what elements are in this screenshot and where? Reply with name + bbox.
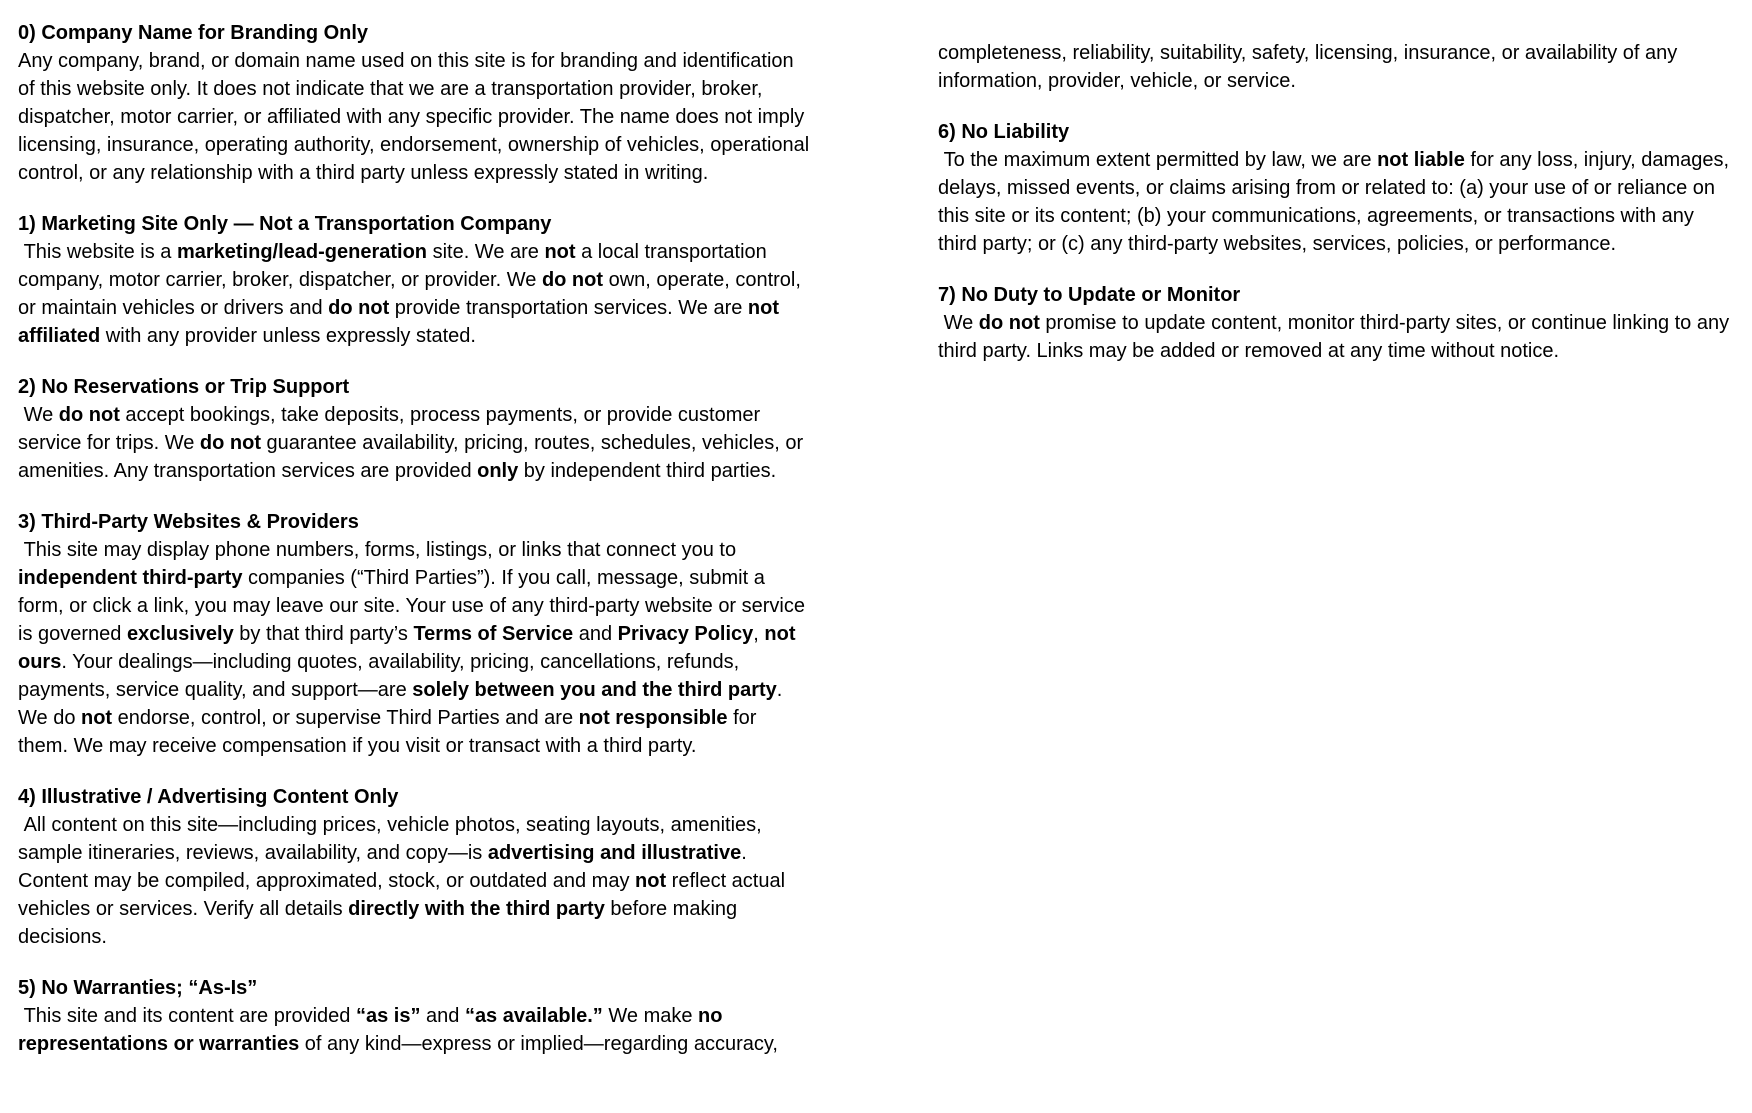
section-2-no-reservations [18,373,810,485]
section-paragraph: Any company, brand, or domain name used on this site is for branding and identification of this website only. It does not indicate that we are a transportation provider, broker, dispatcher, motor carrier, or affiliated with any specific provider. The name does not imply licensing, insurance, operating authority, endorsement, ownership of vehicles, operational control, or any relationship with a third party unless expressly stated in writing. [18,50,815,184]
section-paragraph: This site and its content are provided “as is” and “as available.” We make no representations or warranties of any kind—express or implied—regarding accuracy, [18,1005,778,1055]
section-4-illustrative-content [18,783,810,951]
section-5-no-warranties [18,974,810,1058]
section-3-third-party-websites [18,508,810,760]
section-heading: 0) Company Name for Branding Only [18,22,369,44]
section-heading: 4) Illustrative / Advertising Content Only [18,786,399,808]
section-paragraph: completeness, reliability, suitability, safety, licensing, insurance, or availability of any information, provider, vehicle, or service. [938,42,1683,92]
left-column [18,19,815,1113]
section-1-marketing-site-only [18,210,810,350]
right-column [938,19,1735,1113]
section-paragraph: We do not accept bookings, take deposits, process payments, or provide customer service for trips. We do not guarantee availability, pricing, routes, schedules, vehicles, or amenities. Any transportation services are provided only by independent third parties. [18,404,809,482]
section-heading: 6) No Liability [938,121,1070,143]
section-paragraph: To the maximum extent permitted by law, we are not liable for any loss, injury, damages, delays, missed events, or claims arising from or related to: (a) your use of or reliance on this site or its content; (b) your communications, agreements, or transactions with any third party; or (c) any third-party websites, services, policies, or performance. [938,149,1735,255]
section-heading: 2) No Reservations or Trip Support [18,376,350,398]
section-0-company-name-branding [18,19,815,187]
section-paragraph: All content on this site—including prices, vehicle photos, seating layouts, amenities, sample itineraries, reviews, availability, and copy—is advertising and illustrative. Content may be compiled, approximated, stock, or outdated and may not reflect actual vehicles or services. Verify all details directly with the third party before making decisions. [18,814,791,948]
section-heading: 1) Marketing Site Only — Not a Transportation Company [18,213,552,235]
section-paragraph: This website is a marketing/lead-generation site. We are not a local transportation company, motor carrier, broker, dispatcher, or provider. We do not own, operate, control, or maintain vehicles or drivers and do not provide transportation services. We are not affiliated with any provider unless expressly stated. [18,241,807,347]
section-heading: 7) No Duty to Update or Monitor [938,284,1241,306]
section-paragraph: We do not promise to update content, monitor third-party sites, or continue linking to any third party. Links may be added or removed at any time without notice. [938,312,1735,362]
section-heading: 3) Third-Party Websites & Providers [18,511,359,533]
section-5-no-warranties-continued [938,39,1730,95]
section-7-no-duty-to-update [938,281,1735,365]
section-paragraph: This site may display phone numbers, forms, listings, or links that connect you to independent third-party companies (“Third Parties”). If you call, message, submit a form, or click a link, you may leave our site. Your use of any third-party website or service is governed exclusively by that third party’s Terms of Service and Privacy Policy, not ours. Your dealings—including quotes, availability, pricing, cancellations, refunds, payments, service quality, and support—are solely between you and the third party. We do not endorse, control, or supervise Third Parties and are not responsible for them. We may receive compensation if you visit or transact with a third party. [18,539,811,757]
section-heading: 5) No Warranties; “As-Is” [18,977,258,999]
section-6-no-liability [938,118,1735,258]
